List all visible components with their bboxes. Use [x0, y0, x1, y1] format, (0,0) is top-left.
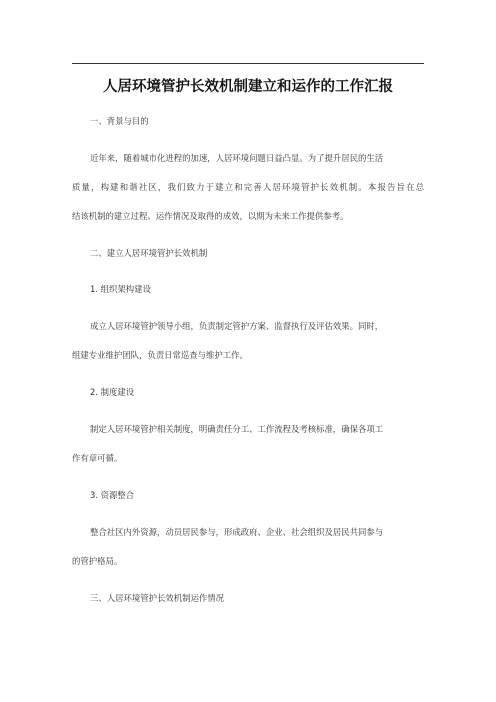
- section-1-heading: 一、背景与目的: [90, 116, 149, 126]
- section-3-heading: 三、人居环境管护长效机制运作情况: [90, 593, 224, 603]
- subsection-1-line-1: 成立人居环境管护领导小组，负责制定管护方案、监督执行及评估效果。同时，: [90, 321, 384, 331]
- subsection-2-line-1: 制定人居环境管护相关制度，明确责任分工、工作流程及考核标准，确保各项工: [90, 424, 384, 434]
- subsection-2-line-2: 作有章可循。: [72, 453, 123, 463]
- subsection-1-heading: 1. 组织架构建设: [90, 284, 151, 294]
- subsection-2-heading: 2. 制度建设: [90, 387, 135, 397]
- document-title: 人居环境管护长效机制建立和运作的工作汇报: [103, 78, 393, 95]
- subsection-3-line-1: 整合社区内外资源，动员居民参与，形成政府、企业、社会组织及居民共同参与: [90, 527, 384, 537]
- section-1-paragraph-line-2: 质量，构建和谐社区，我们致力于建立和完善人居环境管护长效机制。本报告旨在总: [72, 182, 424, 192]
- subsection-1-line-2: 组建专业维护团队，负责日常巡查与维护工作。: [72, 350, 248, 360]
- section-1-paragraph-line-1: 近年来，随着城市化进程的加速，人居环境问题日益凸显。为了提升居民的生活: [90, 153, 384, 163]
- section-2-heading: 二、建立人居环境管护长效机制: [90, 248, 208, 258]
- subsection-3-heading: 3. 资源整合: [90, 490, 135, 500]
- section-1-paragraph-line-3: 结该机制的建立过程、运作情况及取得的成效，以期为未来工作提供参考。: [72, 211, 349, 221]
- subsection-3-line-2: 的管护格局。: [72, 556, 123, 566]
- top-rule: [72, 63, 424, 64]
